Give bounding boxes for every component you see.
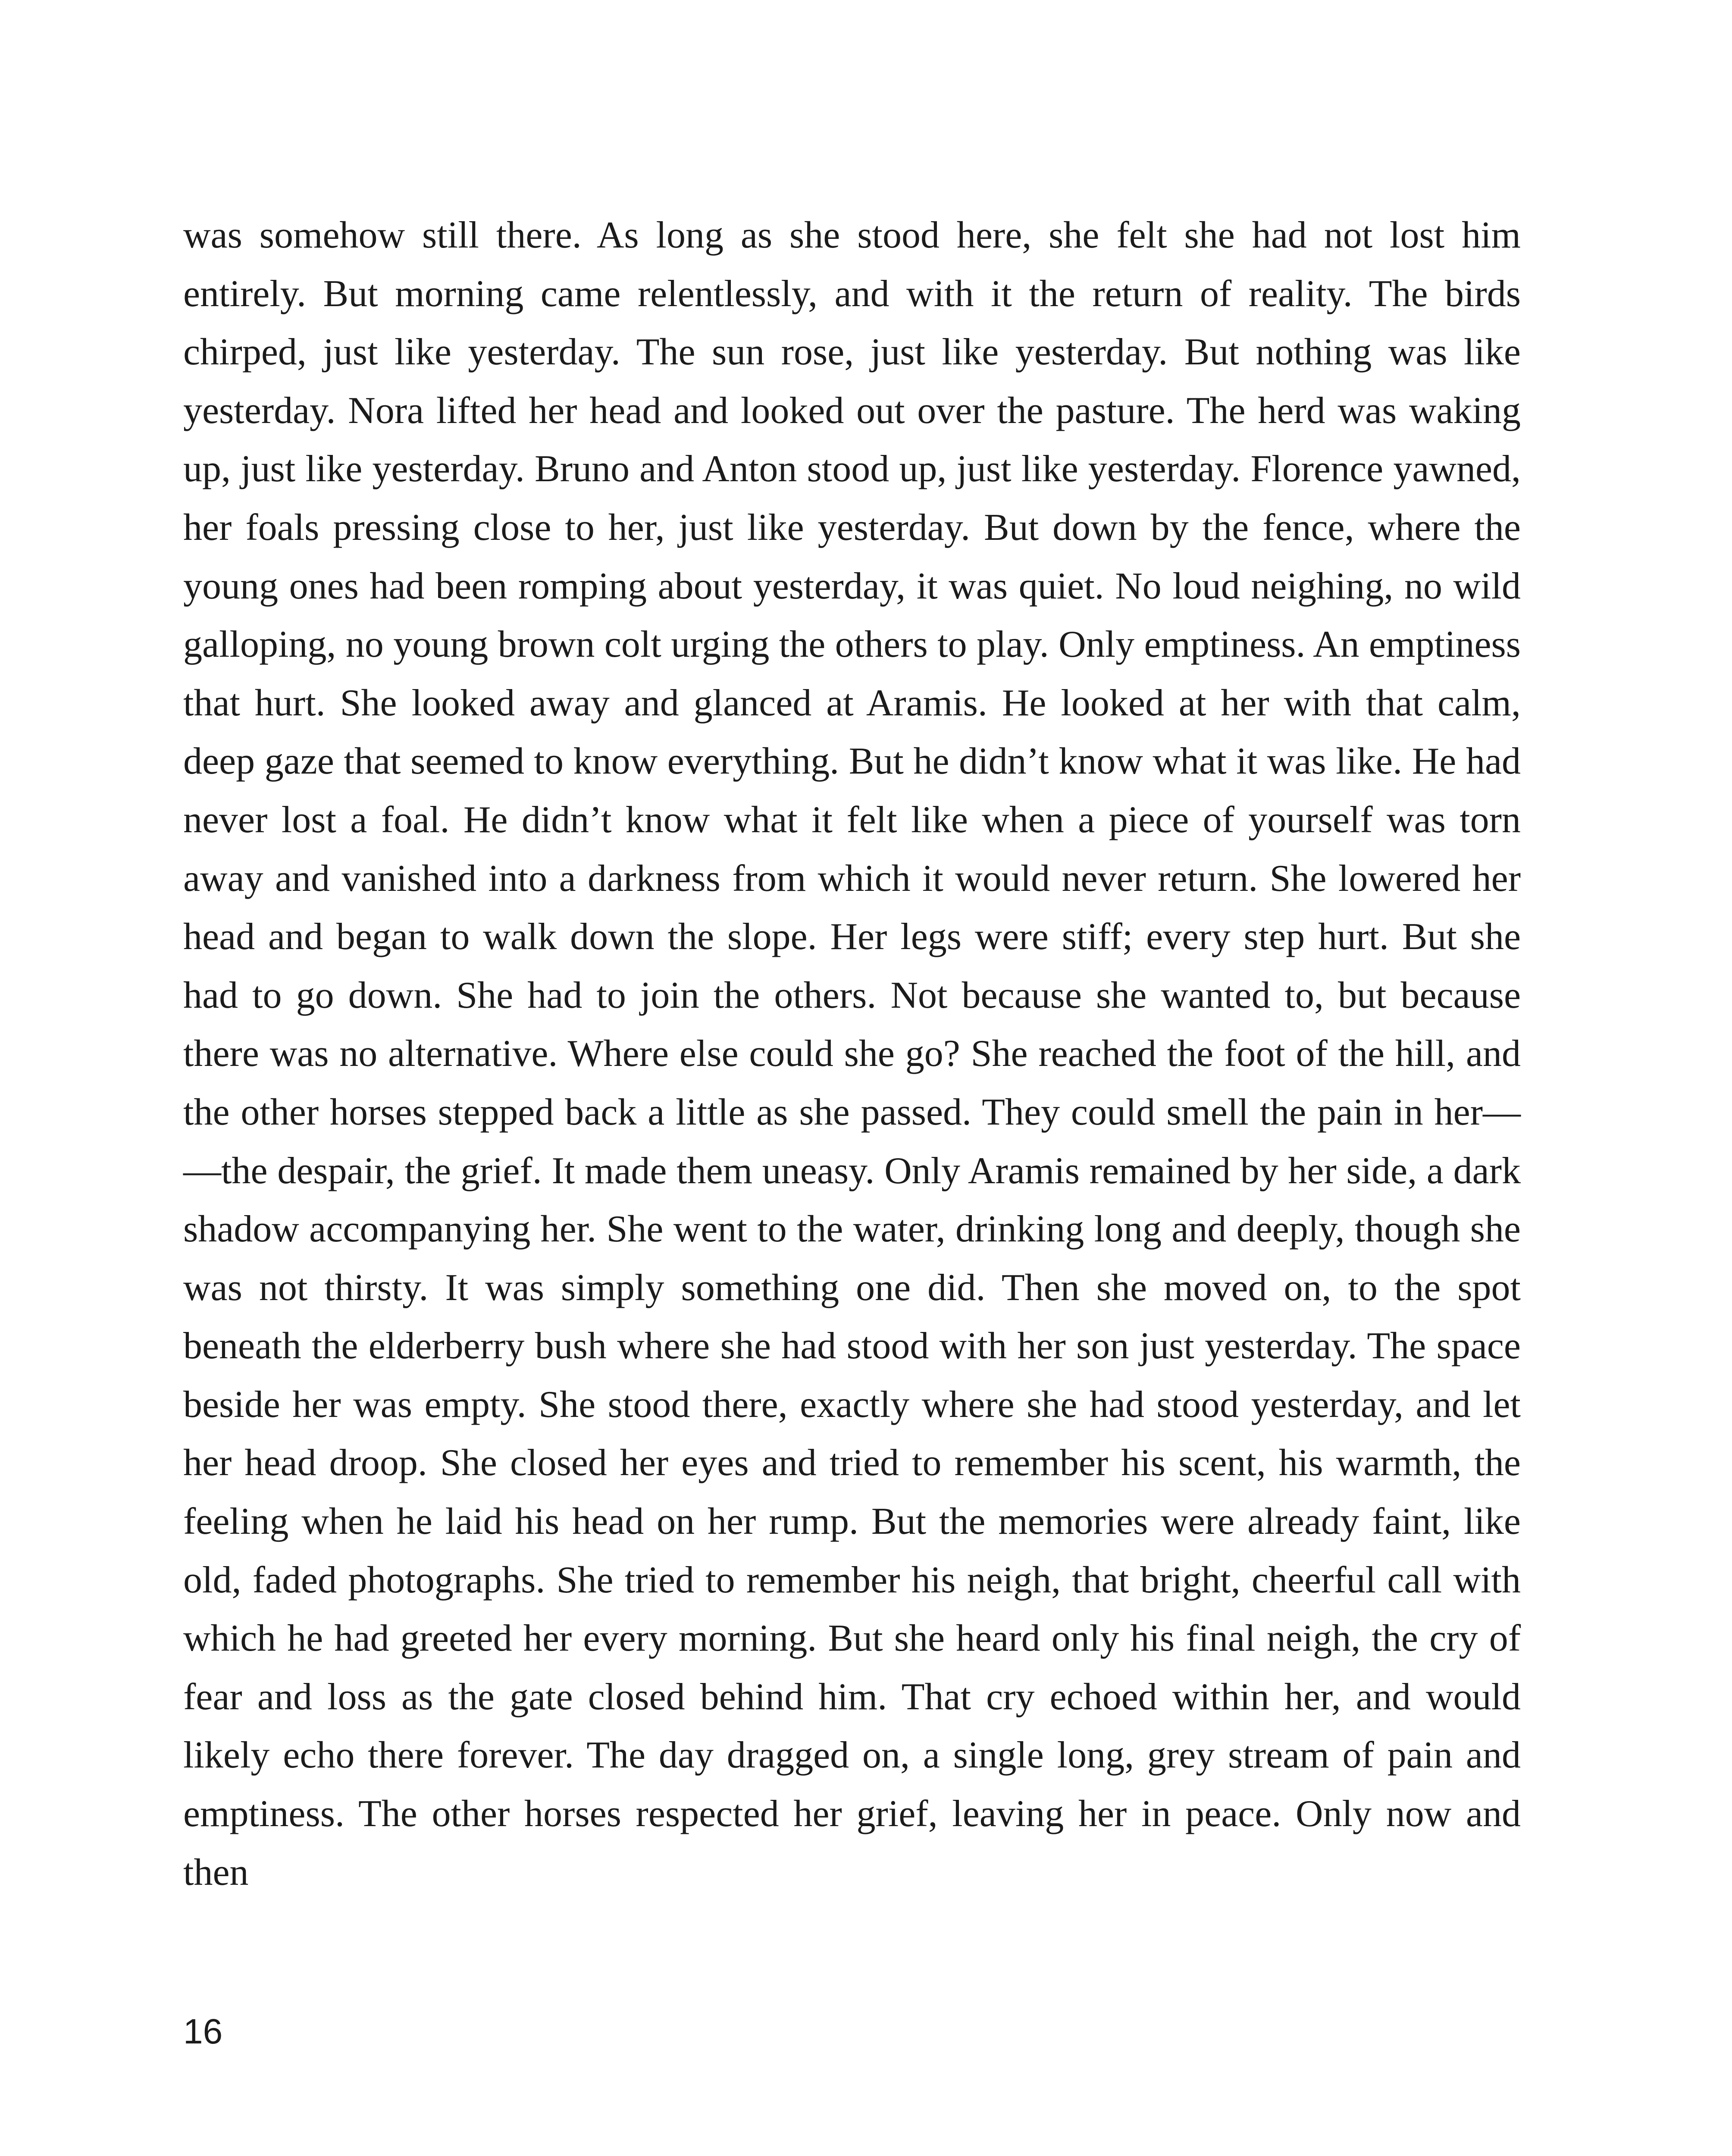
page-number: 16 <box>183 2012 223 2051</box>
body-paragraph: was somehow still there. As long as she stood here, she felt she had not lost him entirely. But morning came relentlessly, and with it the return of reality. The birds chirped, just like yesterday. The sun rose, just like yesterday. But nothing was like yesterday. Nora lifted her head and looked out over the pasture. The herd was waking up, just like yesterday. Bruno and Anton stood up, just like yesterday. Florence yawned, her foals pressing close to her, just like yesterday. But down by the fence, where the young ones had been romping about yesterday, it was quiet. No loud neighing, no wild galloping, no young brown colt urging the others to play. Only emptiness. An emptiness that hurt. She looked away and glanced at Aramis. He looked at her with that calm, deep gaze that seemed to know everything. But he didn’t know what it was like. He had never lost a foal. He didn’t know what it felt like when a piece of yourself was torn away and vanished into a darkness from which it would never return. She lowered her head and began to walk down the slope. Her legs were stiff; every step hurt. But she had to go down. She had to join the others. Not because she wanted to, but because there was no alternative. Where else could she go? She reached the foot of the hill, and the other horses stepped back a little as she passed. They could smell the pain in her— —the despair, the grief. It made them uneasy. Only Aramis remained by her side, a dark shadow accompanying her. She went to the water, drinking long and deeply, though she was not thirsty. It was simply something one did. Then she moved on, to the spot beneath the elderberry bush where she had stood with her son just yesterday. The space beside her was empty. She stood there, exactly where she had stood yesterday, and let her head droop. She closed her eyes and tried to remember his scent, his warmth, the feeling when he laid his head on her rump. But the memories were already faint, like old, faded photographs. She tried to remember his neigh, that bright, cheerful call with which he had greeted her every morning. But she heard only his final neigh, the cry of fear and loss as the gate closed behind him. That cry echoed within her, and would likely echo there forever. The day dragged on, a single long, grey stream of pain and emptiness. The other horses respected her grief, leaving her in peace. Only now and then <box>183 214 1521 1893</box>
